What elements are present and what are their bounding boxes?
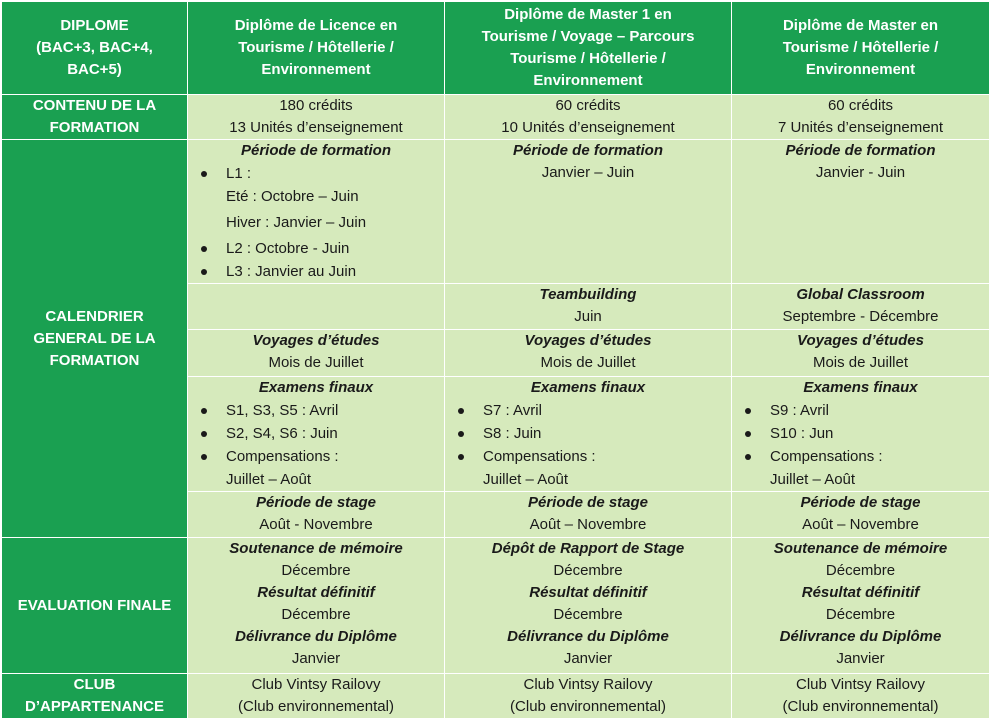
section-title: Période de formation	[240, 142, 392, 159]
stage-master1	[445, 492, 732, 538]
list-item: S2, S4, S6 : Juin	[226, 422, 444, 445]
section-title: Voyages d’études	[524, 332, 652, 349]
section-value: Janvier – Juin	[541, 164, 635, 181]
section-title: Période de stage	[527, 494, 649, 511]
header-diplome	[2, 2, 188, 95]
list-item: L2 : Octobre - Juin	[226, 237, 444, 260]
section-value: Mois de Juillet	[540, 354, 636, 371]
section-value: Juin	[574, 308, 602, 325]
header-master	[732, 2, 990, 95]
evaluation-row	[2, 538, 990, 674]
club-type: (Club environnemental)	[782, 698, 939, 715]
periode-licence	[188, 140, 445, 284]
periode-master1	[445, 140, 732, 284]
row-label-line: D’APPARTENANCE	[25, 698, 164, 715]
list-item: S8 : Juin	[483, 422, 731, 445]
section-value: Janvier - Juin	[815, 164, 906, 181]
voyages-licence	[188, 330, 445, 377]
evaluation-master1	[445, 538, 732, 674]
list-item: S7 : Avril	[483, 399, 731, 422]
examens-master1	[445, 377, 732, 492]
header-row	[2, 2, 990, 95]
section-title: Examens finaux	[258, 379, 374, 396]
list-item: L1 :	[226, 162, 444, 185]
evaluation-label	[2, 538, 188, 674]
contenu-master	[732, 95, 990, 140]
section-value: Décembre	[281, 562, 351, 579]
stage-licence	[188, 492, 445, 538]
list-continuation: Juillet – Août	[483, 471, 569, 488]
section-title: Dépôt de Rapport de Stage	[491, 540, 685, 557]
units-value: 7 Unités d’enseignement	[777, 119, 944, 136]
header-diplome-line: (BAC+3, BAC+4,	[36, 39, 153, 56]
list-item: Compensations :	[770, 445, 989, 468]
section-value: Décembre	[553, 562, 623, 579]
section-title: Période de stage	[255, 494, 377, 511]
section-value: Décembre	[825, 562, 896, 579]
section-value: Décembre	[825, 606, 896, 623]
list-item: Compensations :	[226, 445, 444, 468]
voyages-master	[732, 330, 990, 377]
list-continuation: Juillet – Août	[770, 471, 856, 488]
list-continuation: Juillet – Août	[226, 471, 312, 488]
section-title: Période de stage	[800, 494, 921, 511]
section-title: Soutenance de mémoire	[773, 540, 948, 557]
section-title: Examens finaux	[530, 379, 646, 396]
section-value: Août – Novembre	[529, 516, 647, 533]
credits-value: 60 crédits	[555, 97, 621, 114]
section-value: Décembre	[281, 606, 351, 623]
club-label	[2, 674, 188, 719]
header-diplome-line: BAC+5)	[67, 61, 122, 78]
section-value: Janvier	[291, 650, 341, 667]
row-label-line: EVALUATION FINALE	[17, 596, 172, 614]
global-classroom-cell	[732, 284, 990, 330]
section-value: Septembre - Décembre	[782, 308, 939, 325]
section-value: Mois de Juillet	[268, 354, 364, 371]
periode-licence-list-2	[188, 237, 444, 283]
calendrier-label	[2, 140, 188, 538]
list-item: L3 : Janvier au Juin	[226, 260, 444, 283]
row-label-line: FORMATION	[49, 119, 140, 136]
examens-master-list	[732, 399, 989, 468]
periode-row	[2, 140, 990, 284]
row-label-line: CLUB	[73, 676, 116, 693]
section-value: Décembre	[553, 606, 623, 623]
credits-value: 60 crédits	[827, 97, 894, 114]
section-value: Janvier	[563, 650, 613, 667]
formation-table	[1, 1, 990, 719]
section-title: Global Classroom	[796, 286, 925, 303]
contenu-master1	[445, 95, 732, 140]
stage-master	[732, 492, 990, 538]
contenu-label	[2, 95, 188, 140]
row-label-line: FORMATION	[49, 351, 140, 369]
list-item: S9 : Avril	[770, 399, 989, 422]
periode-master	[732, 140, 990, 284]
club-licence	[188, 674, 445, 719]
club-row	[2, 674, 990, 719]
header-licence	[188, 2, 445, 95]
section-title: Examens finaux	[803, 379, 918, 396]
row-label-line: CONTENU DE LA	[32, 97, 157, 114]
section-title: Résultat définitif	[257, 584, 375, 601]
header-master1-line: Tourisme / Voyage – Parcours	[481, 28, 695, 45]
section-title: Résultat définitif	[529, 584, 647, 601]
periode-licence-list	[188, 162, 444, 185]
section-title: Période de formation	[512, 142, 664, 159]
section-value: Août - Novembre	[259, 516, 373, 533]
header-master1-line: Tourisme / Hôtellerie /	[510, 50, 666, 67]
voyages-master1	[445, 330, 732, 377]
header-master-line: Tourisme / Hôtellerie /	[782, 39, 939, 56]
club-master	[732, 674, 990, 719]
section-title: Délivrance du Diplôme	[235, 628, 397, 645]
credits-value: 180 crédits	[279, 97, 353, 114]
section-value: Mois de Juillet	[812, 354, 909, 371]
header-master1-line: Environnement	[533, 72, 643, 89]
club-master1	[445, 674, 732, 719]
section-title: Voyages d’études	[252, 332, 380, 349]
header-licence-line: Diplôme de Licence en	[234, 17, 398, 34]
section-title: Période de formation	[785, 142, 936, 159]
club-type: (Club environnemental)	[510, 698, 666, 715]
section-title: Délivrance du Diplôme	[507, 628, 669, 645]
evaluation-licence	[188, 538, 445, 674]
section-value: Août – Novembre	[802, 516, 919, 533]
examens-master1-list	[445, 399, 731, 468]
header-master-line: Diplôme de Master en	[782, 17, 939, 34]
row-label-line: CALENDRIER	[45, 307, 144, 325]
club-name: Club Vintsy Railovy	[796, 676, 925, 693]
teambuilding-cell	[445, 284, 732, 330]
club-name: Club Vintsy Railovy	[523, 676, 653, 693]
list-continuation: Hiver : Janvier – Juin	[226, 214, 367, 231]
header-diplome-line: DIPLOME	[60, 17, 129, 34]
header-master1	[445, 2, 732, 95]
units-value: 10 Unités d’enseignement	[501, 119, 675, 136]
club-type: (Club environnemental)	[238, 698, 394, 715]
section-title: Délivrance du Diplôme	[779, 628, 942, 645]
examens-licence	[188, 377, 445, 492]
examens-master	[732, 377, 990, 492]
list-item: Compensations :	[483, 445, 731, 468]
header-licence-line: Tourisme / Hôtellerie /	[238, 39, 394, 56]
extra-licence-empty	[188, 284, 445, 330]
section-value: Janvier	[836, 650, 885, 667]
evaluation-master	[732, 538, 990, 674]
section-title: Résultat définitif	[801, 584, 920, 601]
contenu-licence	[188, 95, 445, 140]
list-item: S10 : Jun	[770, 422, 989, 445]
club-name: Club Vintsy Railovy	[251, 676, 381, 693]
row-label-line: GENERAL DE LA	[33, 329, 156, 347]
list-item: S1, S3, S5 : Avril	[226, 399, 444, 422]
section-title: Soutenance de mémoire	[229, 540, 403, 557]
contenu-row	[2, 95, 990, 140]
section-title: Teambuilding	[539, 286, 637, 303]
examens-licence-list	[188, 399, 444, 468]
header-licence-line: Environnement	[261, 61, 371, 78]
section-title: Voyages d’études	[797, 332, 924, 349]
header-master1-line: Diplôme de Master 1 en	[504, 6, 672, 23]
header-master-line: Environnement	[805, 61, 916, 78]
list-continuation: Eté : Octobre – Juin	[226, 188, 359, 205]
units-value: 13 Unités d’enseignement	[229, 119, 403, 136]
